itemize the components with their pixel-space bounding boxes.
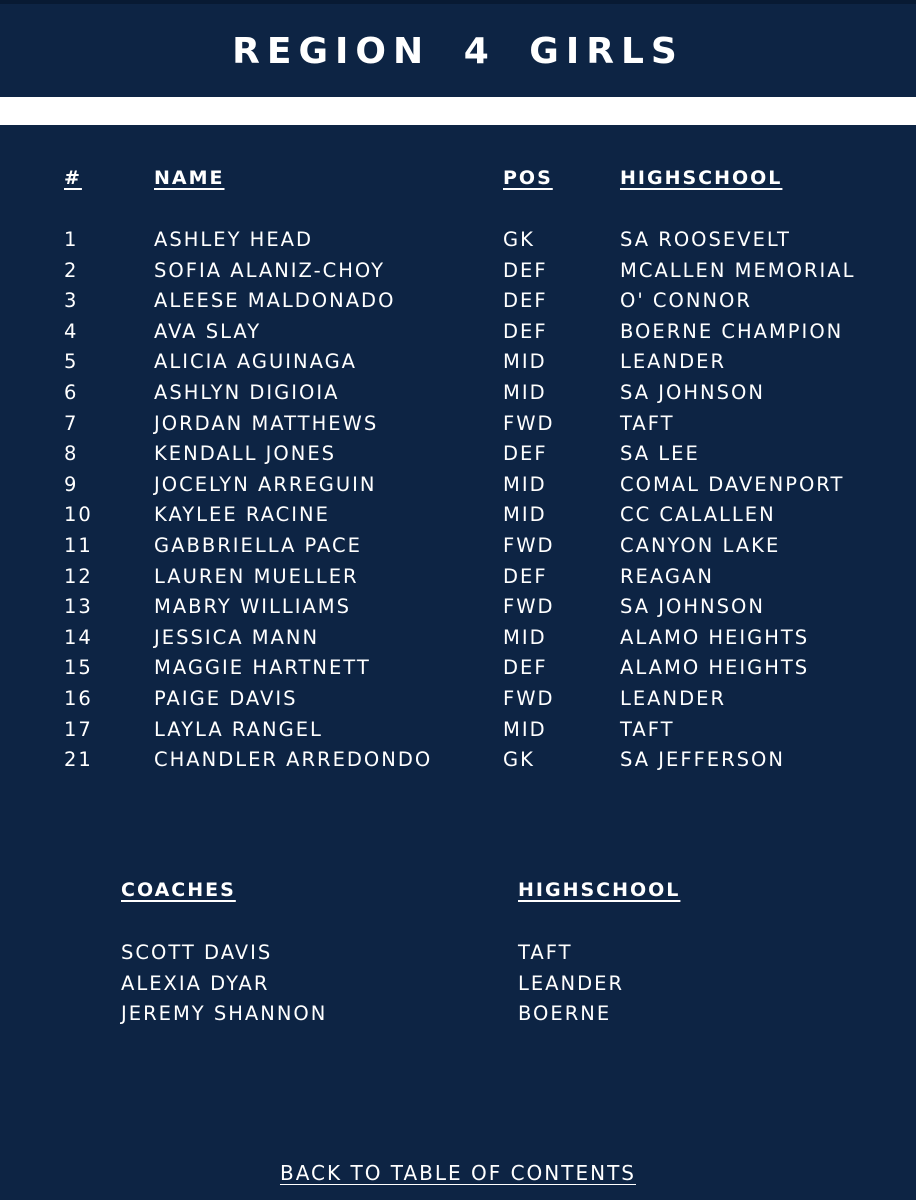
player-highschool: REAGAN — [620, 564, 714, 588]
player-name: JOCELYN ARREGUIN — [154, 472, 377, 496]
player-position: GK — [503, 228, 535, 251]
player-highschool: CC CALALLEN — [620, 503, 776, 527]
table-row — [0, 717, 916, 748]
player-position: MID — [503, 717, 547, 741]
coaches-header-highschool: HIGHSCHOOL — [518, 879, 681, 901]
player-name: ALICIA AGUINAGA — [154, 350, 358, 374]
player-highschool: SA JEFFERSON — [620, 748, 785, 772]
col-header-position: POS — [503, 167, 553, 189]
table-row — [0, 655, 916, 686]
player-highschool: BOERNE CHAMPION — [620, 319, 844, 343]
player-name: JORDAN MATTHEWS — [154, 411, 379, 435]
player-number: 8 — [64, 442, 79, 466]
player-number: 9 — [64, 472, 79, 496]
player-name: ALEESE MALDONADO — [154, 289, 396, 313]
player-number: 14 — [64, 625, 93, 649]
player-highschool: ALAMO HEIGHTS — [620, 625, 810, 649]
player-position: DEF — [503, 564, 548, 588]
back-to-contents-link[interactable]: BACK TO TABLE OF CONTENTS — [279, 1161, 636, 1185]
page-header — [0, 4, 916, 97]
player-position: MID — [503, 472, 547, 496]
player-name: JESSICA MANN — [154, 625, 320, 649]
player-highschool: SA LEE — [620, 442, 700, 466]
table-row — [0, 411, 916, 442]
coach-name: JEREMY SHANNON — [121, 1002, 328, 1026]
player-number: 3 — [64, 289, 79, 313]
coach-name: SCOTT DAVIS — [121, 941, 273, 964]
player-position: FWD — [503, 595, 555, 619]
table-row — [0, 258, 916, 289]
player-number: 15 — [64, 656, 93, 680]
player-highschool: COMAL DAVENPORT — [620, 472, 845, 496]
player-number: 21 — [64, 748, 93, 772]
player-name: MABRY WILLIAMS — [154, 595, 352, 619]
player-name: KAYLEE RACINE — [154, 503, 330, 527]
player-name: AVA SLAY — [154, 319, 262, 343]
coaches-header-name: COACHES — [121, 879, 236, 901]
table-row — [0, 288, 916, 319]
coaches-body — [0, 940, 916, 1032]
player-name: ASHLEY HEAD — [154, 228, 314, 251]
table-row — [0, 227, 916, 258]
col-header-number: # — [64, 167, 82, 189]
player-position: DEF — [503, 289, 548, 313]
table-row — [0, 502, 916, 533]
coach-row — [0, 971, 916, 1002]
player-highschool: SA ROOSEVELT — [620, 228, 791, 251]
table-row — [0, 349, 916, 380]
player-position: FWD — [503, 533, 555, 557]
player-highschool: ALAMO HEIGHTS — [620, 656, 810, 680]
col-header-name: NAME — [154, 167, 225, 189]
player-name: PAIGE DAVIS — [154, 686, 298, 710]
roster-body — [0, 227, 916, 778]
player-highschool: O' CONNOR — [620, 289, 752, 313]
player-number: 17 — [64, 717, 93, 741]
player-position: GK — [503, 748, 535, 772]
table-row — [0, 747, 916, 778]
table-row — [0, 686, 916, 717]
player-highschool: CANYON LAKE — [620, 533, 781, 557]
player-number: 13 — [64, 595, 93, 619]
player-highschool: SA JOHNSON — [620, 595, 765, 619]
coach-highschool: TAFT — [518, 941, 573, 964]
table-row — [0, 533, 916, 564]
player-name: GABBRIELLA PACE — [154, 533, 362, 557]
coach-row — [0, 1001, 916, 1032]
player-highschool: SA JOHNSON — [620, 380, 765, 404]
player-highschool: LEANDER — [620, 686, 726, 710]
player-position: FWD — [503, 686, 555, 710]
player-number: 7 — [64, 411, 79, 435]
player-position: DEF — [503, 258, 548, 282]
table-row — [0, 380, 916, 411]
col-header-highschool: HIGHSCHOOL — [620, 167, 783, 189]
player-number: 6 — [64, 380, 79, 404]
player-number: 16 — [64, 686, 93, 710]
player-name: KENDALL JONES — [154, 442, 337, 466]
player-position: MID — [503, 625, 547, 649]
player-position: MID — [503, 350, 547, 374]
player-highschool: TAFT — [620, 411, 675, 435]
player-position: MID — [503, 380, 547, 404]
player-name: MAGGIE HARTNETT — [154, 656, 371, 680]
player-position: FWD — [503, 411, 555, 435]
coach-highschool: BOERNE — [518, 1002, 612, 1026]
player-number: 1 — [64, 228, 79, 251]
table-row — [0, 472, 916, 503]
player-highschool: LEANDER — [620, 350, 726, 374]
player-position: DEF — [503, 442, 548, 466]
player-name: ASHLYN DIGIOIA — [154, 380, 340, 404]
player-highschool: MCALLEN MEMORIAL — [620, 258, 856, 282]
player-position: MID — [503, 503, 547, 527]
coach-row — [0, 940, 916, 971]
player-number: 4 — [64, 319, 79, 343]
player-name: SOFIA ALANIZ-CHOY — [154, 258, 386, 282]
player-number: 2 — [64, 258, 79, 282]
table-row — [0, 594, 916, 625]
player-position: DEF — [503, 656, 548, 680]
table-row — [0, 625, 916, 656]
player-position: DEF — [503, 319, 548, 343]
player-highschool: TAFT — [620, 717, 675, 741]
player-name: CHANDLER ARREDONDO — [154, 748, 433, 772]
coach-name: ALEXIA DYAR — [121, 971, 270, 995]
player-number: 5 — [64, 350, 79, 374]
player-number: 11 — [64, 533, 93, 557]
player-number: 10 — [64, 503, 93, 527]
player-number: 12 — [64, 564, 93, 588]
table-row — [0, 319, 916, 350]
coach-highschool: LEANDER — [518, 971, 624, 995]
page-title: REGION 4 GIRLS — [232, 31, 684, 72]
player-name: LAUREN MUELLER — [154, 564, 359, 588]
header-divider-band — [0, 97, 916, 125]
table-row — [0, 564, 916, 595]
player-name: LAYLA RANGEL — [154, 717, 323, 741]
table-row — [0, 441, 916, 472]
